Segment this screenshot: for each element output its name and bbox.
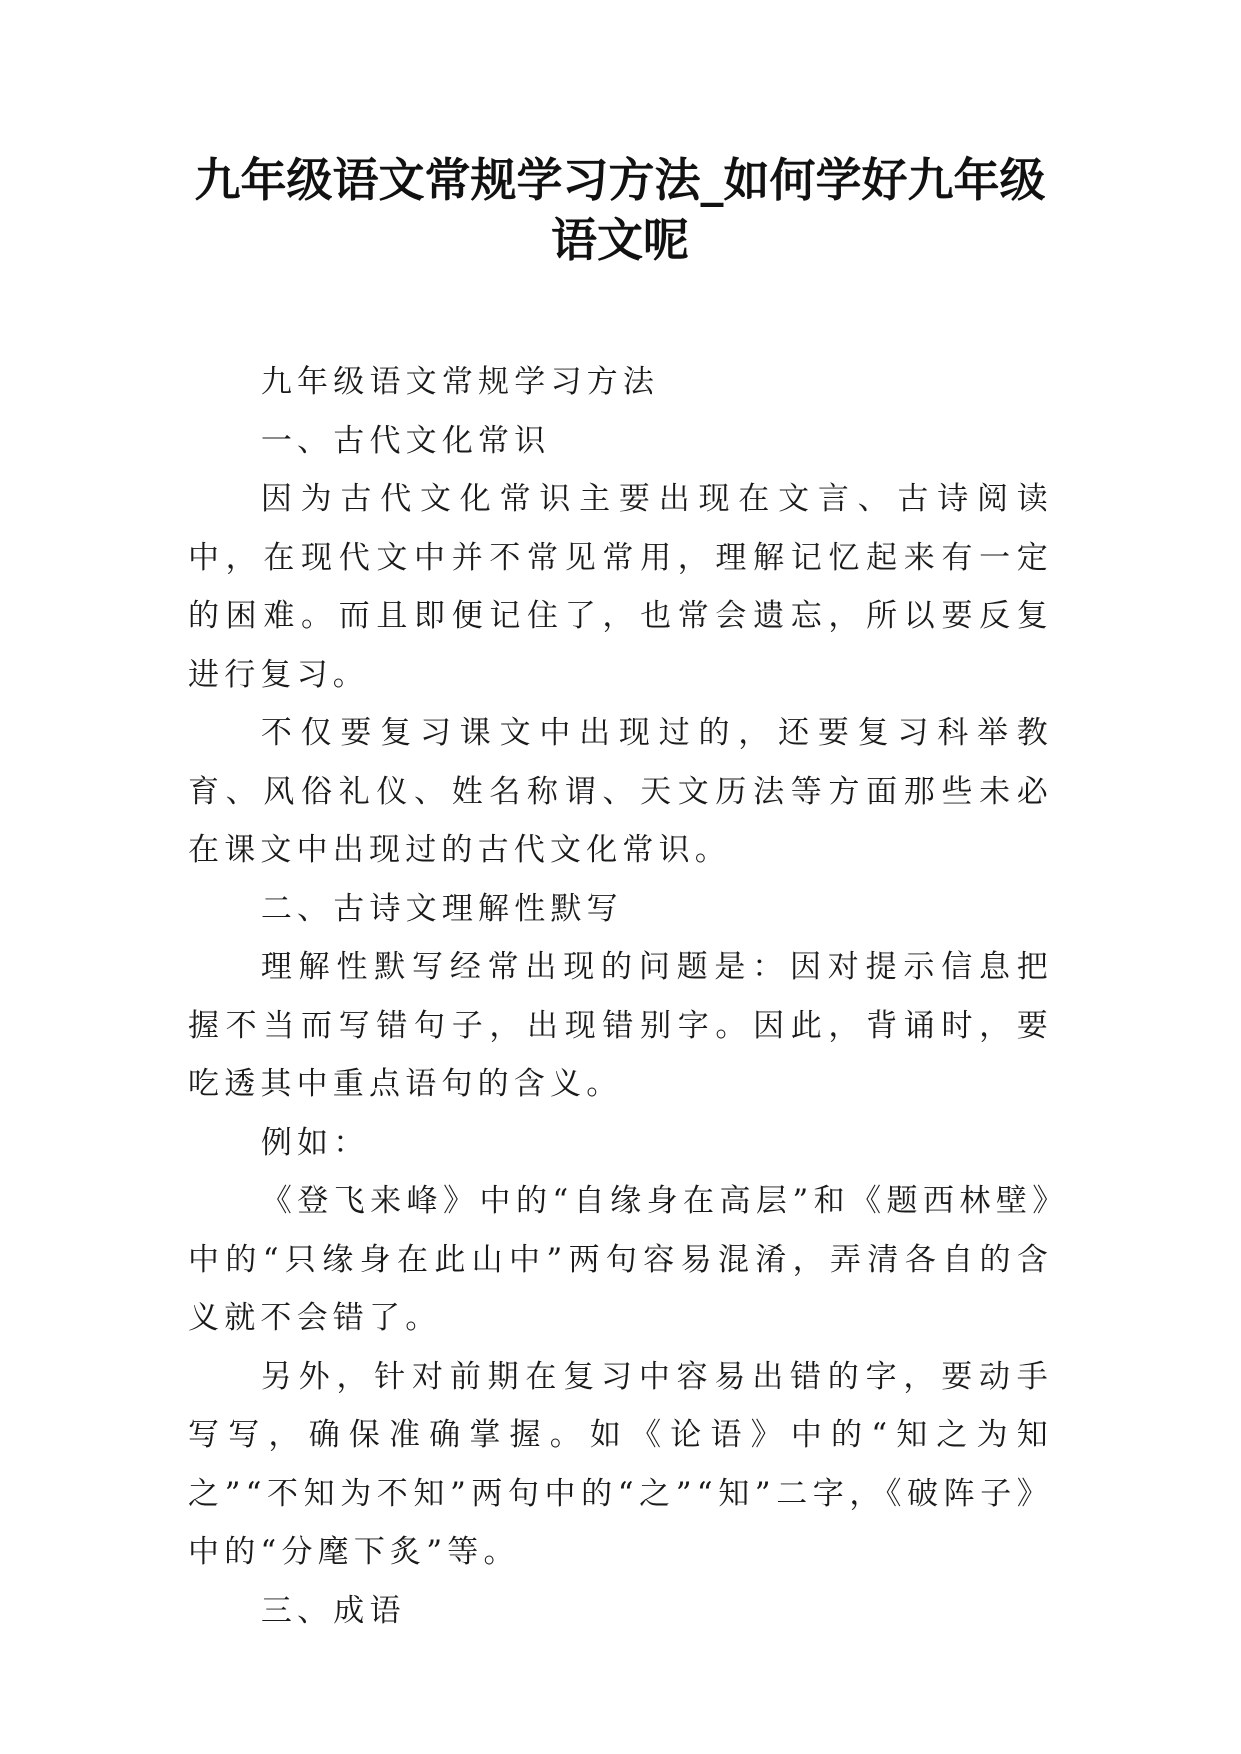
section-heading-2: 二、古诗文理解性默写 <box>260 890 623 927</box>
paragraph: 因为古代文化常识主要出现在文言、古诗阅读中，在现代文中并不常见常用，理解记忆起来有一定的困难。而且即便记住了，也常会遗忘，所以要反复进行复习。 <box>188 481 1053 693</box>
document-title <box>180 150 1060 270</box>
paragraph: 理解性默写经常出现的问题是：因对提示信息把握不当而写错句子，出现错别字。因此，背诵时，要吃透其中重点语句的含义。 <box>188 949 1053 1102</box>
section-heading-3: 三、成语 <box>260 1592 406 1629</box>
document-title-line-1: 九年级语文常规学习方法_如何学好九年级 <box>194 153 1046 207</box>
paragraph: 例如： <box>260 1124 370 1161</box>
document-title-line-2: 语文呢 <box>551 213 689 267</box>
paragraph: 不仅要复习课文中出现过的，还要复习科举教育、风俗礼仪、姓名称谓、天文历法等方面那些未必在课文中出现过的古代文化常识。 <box>188 715 1053 868</box>
paragraph: 另外，针对前期在复习中容易出错的字，要动手写写，确保准确掌握。如《论语》中的“知之为知之”“不知为不知”两句中的“之”“知”二字，《破阵子》中的“分麾下炙”等。 <box>188 1358 1053 1570</box>
paragraph: 《登飞来峰》中的“自缘身在高层”和《题西林壁》中的“只缘身在此山中”两句容易混淆，弄清各自的含义就不会错了。 <box>188 1183 1053 1336</box>
document-body <box>188 353 1053 1640</box>
section-heading-1: 一、古代文化常识 <box>260 422 551 459</box>
paragraph-subtitle: 九年级语文常规学习方法 <box>260 364 660 400</box>
